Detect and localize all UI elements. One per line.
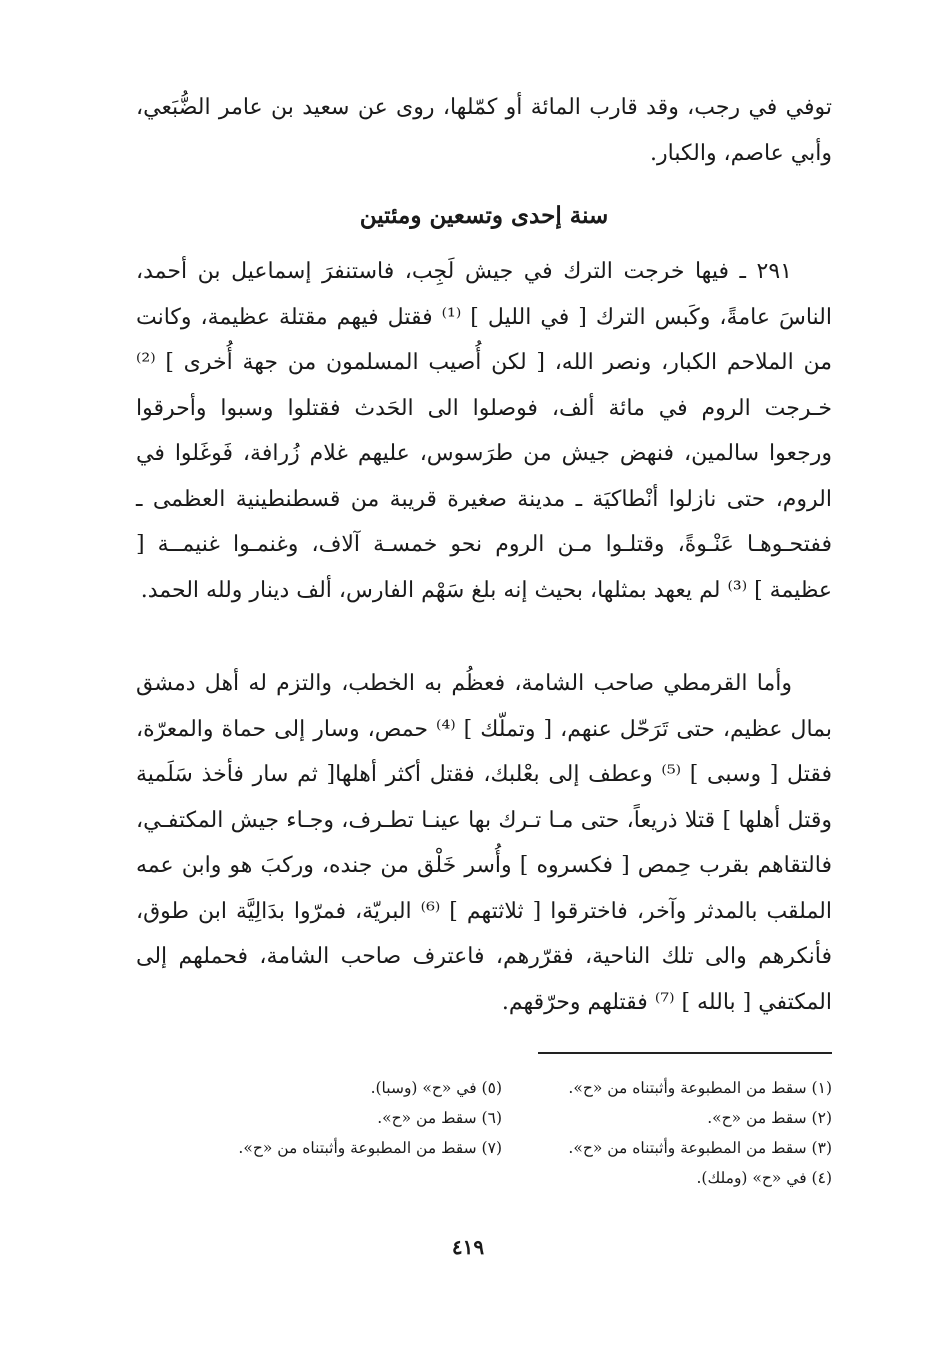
entry-291-paragraph: ٢٩١ ـ فيها خرجت الترك في جيش لَجِب، فاستنفرَ إسماعيل بن أحمد، الناسَ عامةً، وكَبس الترك [ في الليل ] ⁽¹⁾ فقتل فيهم مقتلة عظيمة، وكانت من الملاحم الكبار، ونصر الله، [ لكن أُصيب المسلمون من جهة أُخرى ] ⁽²⁾ خـرجت الروم في مائة ألف، فوصلوا الى الحَدث فقتلوا وسبوا وأحرقوا ورجعوا سالمين، فنهض جيش من طرَسوس، عليهم غلام زُرافة، فَوغَلوا في الروم، حتى نازلوا أنْطاكيَة ـ مدينة صغيرة قريبة من قسطنطينية العظمى ـ ففتحـوهـا عَنْـوةً، وقتلـوا مـن الروم نحو خمسـة آلاف، وغنمـوا غنيمــة [ عظيمة ] ⁽³⁾ لم يعهد بمثلها، بحيث إنه بلغ سَهْم الفارس، ألف دينار ولله الحمد. [136, 259, 832, 603]
footnote-7: (٧) سقط من المطبوعة وأثبتناه من «ح». [238, 1139, 502, 1157]
footnote-4: (٤) في «ح» (وملك). [696, 1169, 832, 1187]
section-heading: سنة إحدى وتسعين ومئتين [359, 202, 609, 229]
footnote-6: (٦) سقط من «ح». [377, 1109, 502, 1127]
page-number: ٤١٩ [451, 1235, 485, 1259]
continuation-paragraph: توفي في رجب، وقد قارب المائة أو كمّلها، روى عن سعيد بن عامر الضُّبَعي، وأبي عاصم، والكبار. [136, 95, 832, 166]
qarmati-paragraph: وأما القرمطي صاحب الشامة، فعظُم به الخطب، والتزم له أهل دمشق بمال عظيم، حتى تَرَحّل عنهم، [ وتملّك ] ⁽⁴⁾ حمص، وسار إلى حماة والمعرّة، فقتل [ وسبى ] ⁽⁵⁾ وعطف إلى بعْلبك، فقتل أكثر أهلها[ ثم سار فأخذ سَلَمية وقتل أهلها ] قتلا ذريعاً، حتى مـا تـرك بها عينـا تطـرف، وجـاء جيش المكتفـي، فالتقاهم بقرب حِمص [ فكسروه ] وأُسر خَلْق من جنده، وركبَ هو وابن عمه الملقب بالمدثر وآخر، فاخترقوا [ ثلاثتهم ] ⁽⁶⁾ البريّة، فمرّوا بدَالِيَّة ابن طوق، فأنكرهم والى تلك الناحية، فقرّرهم، فاعترف صاحب الشامة، فحملهم إلى المكتفي [ بالله ] ⁽⁷⁾ فقتلهم وحرّقهم. [136, 671, 832, 1015]
footnote-5: (٥) في «ح» (وسبا). [370, 1079, 502, 1097]
footnote-3: (٣) سقط من المطبوعة وأثبتناه من «ح». [568, 1139, 832, 1157]
footnote-divider [538, 1052, 832, 1054]
footnote-1: (١) سقط من المطبوعة وأثبتناه من «ح». [568, 1079, 832, 1097]
footnotes [150, 1073, 832, 1193]
footnote-2: (٢) سقط من «ح». [707, 1109, 832, 1127]
